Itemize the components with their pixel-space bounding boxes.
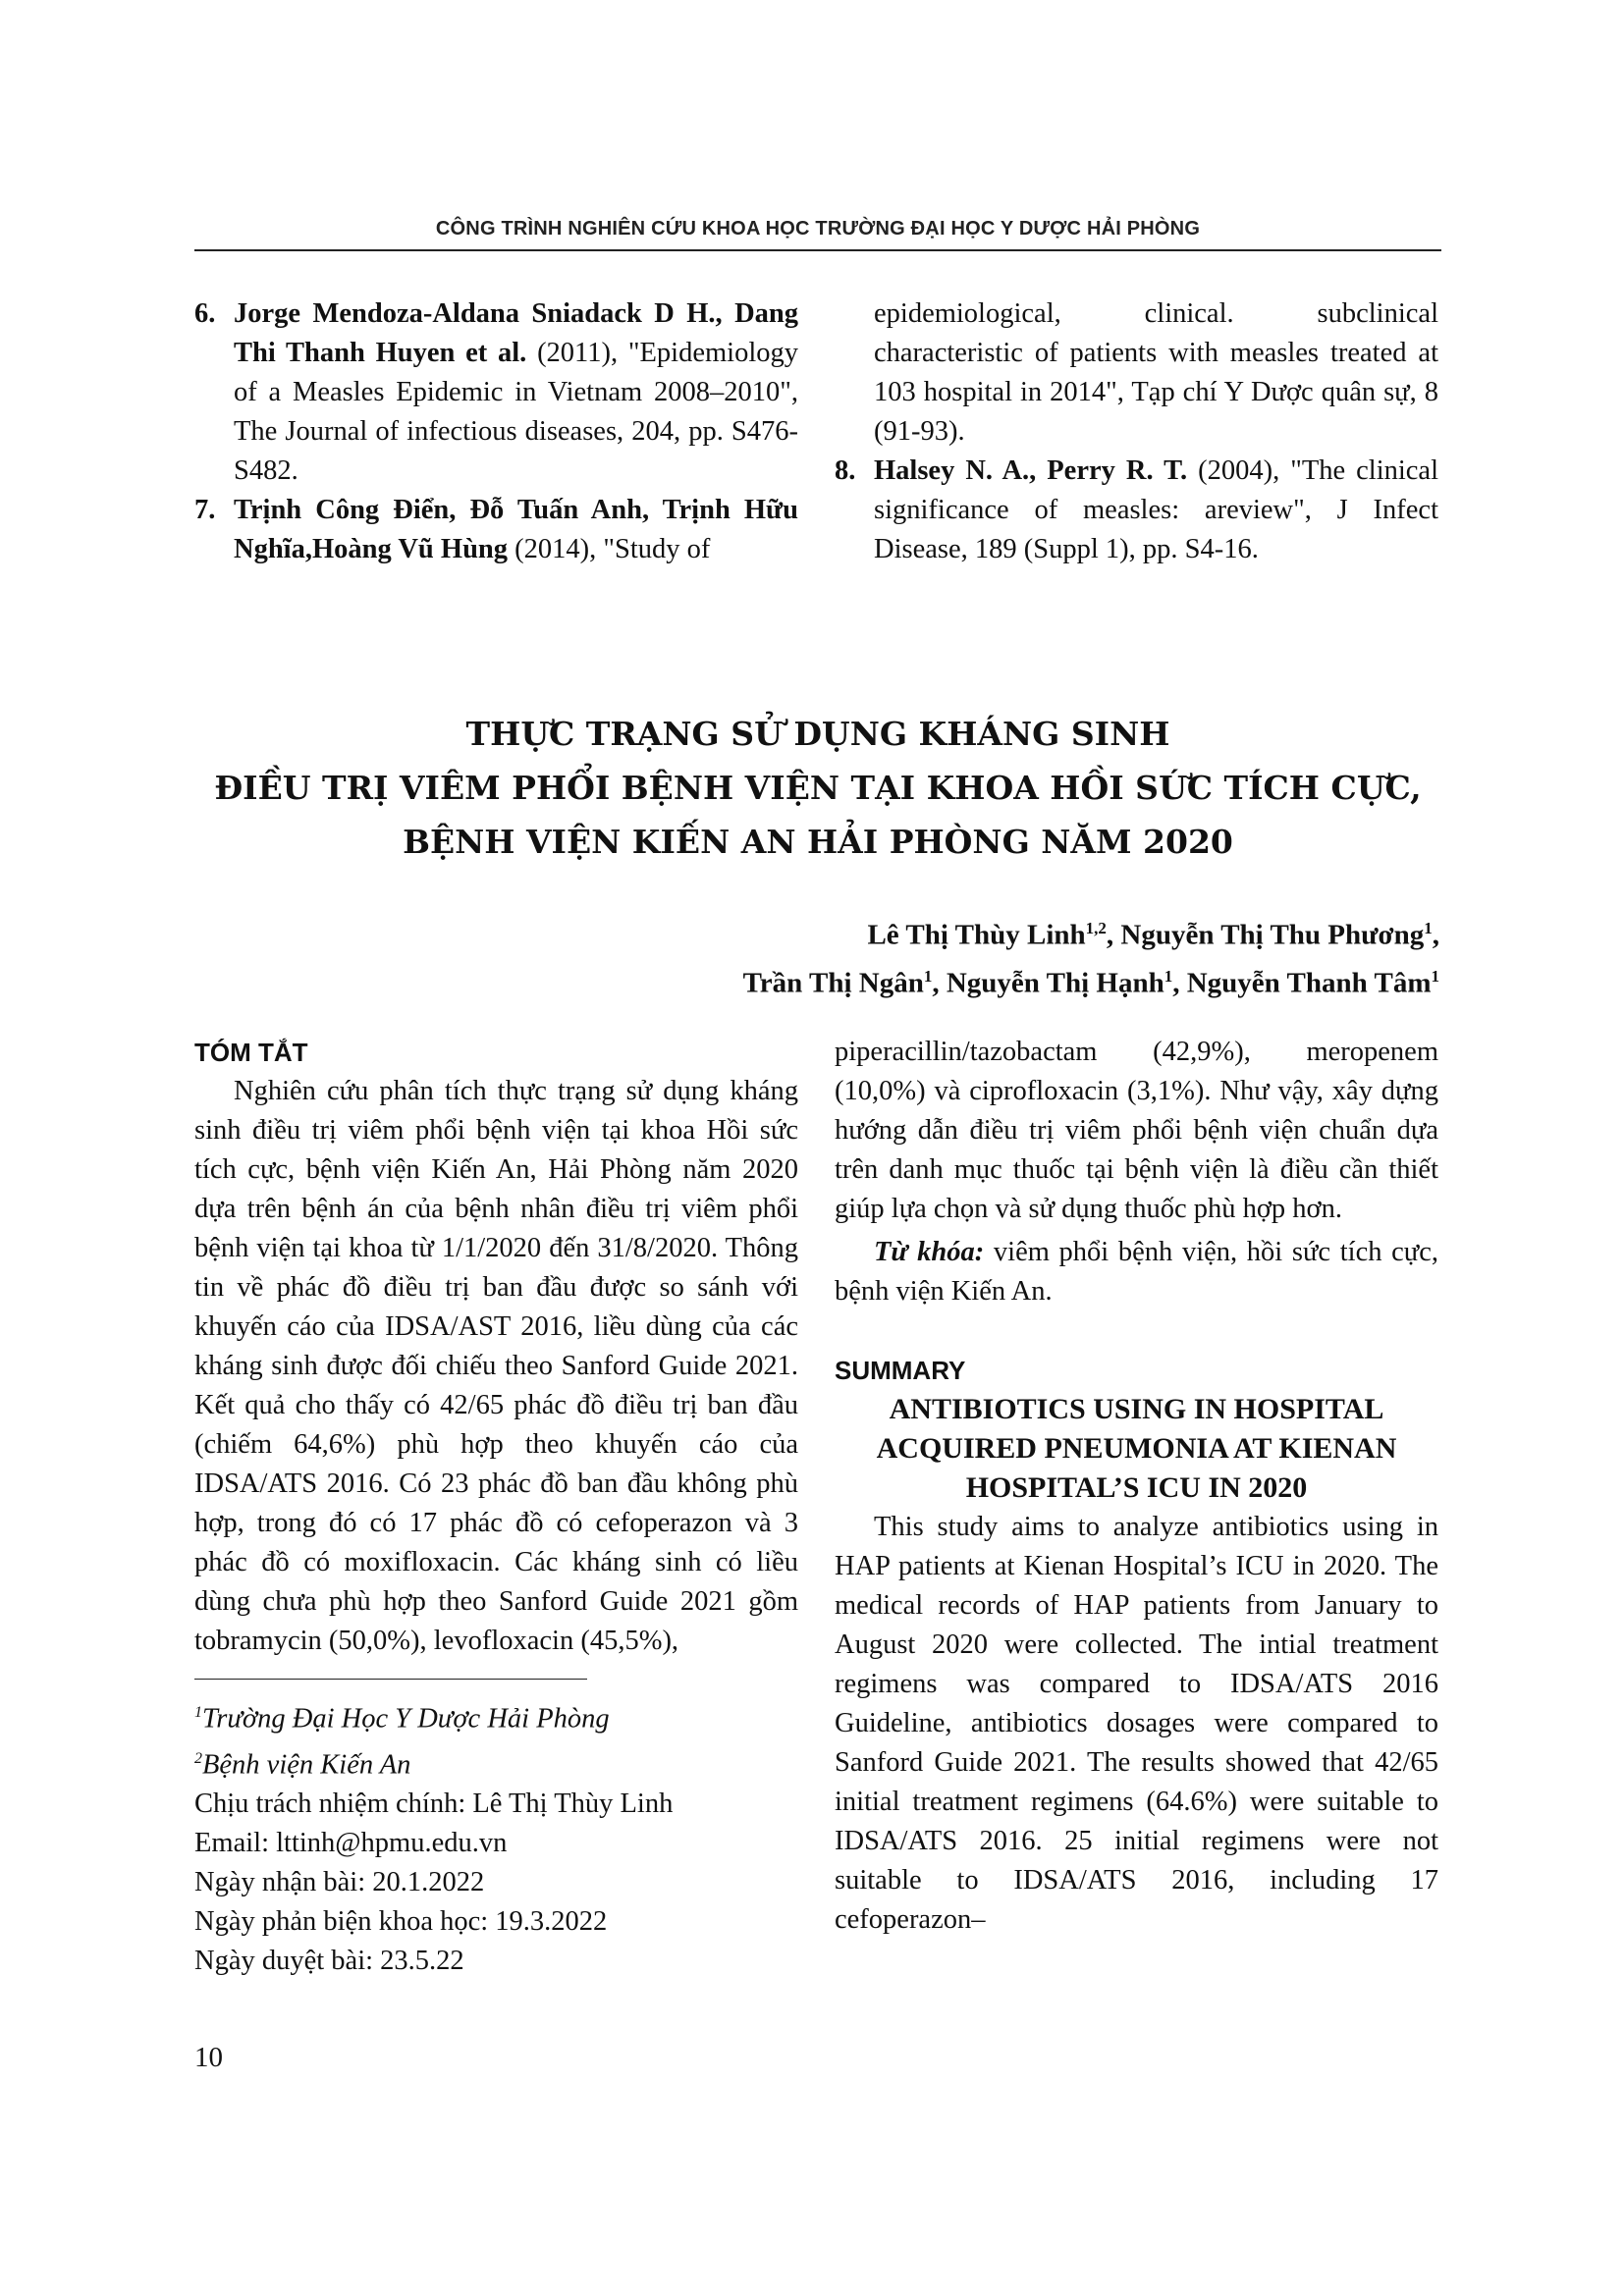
reference-details: (2004), "The clinical significance of measles: areview", J Infect Disease, 189 (Suppl 1), pp. S4-16. [874, 455, 1438, 564]
reference-details: (2011), "Epidemiology of a Measles Epidemic in Vietnam 2008–2010", The Journal of infectious diseases, 204, pp. S476- S482. [234, 338, 798, 486]
abstract-body: Nghiên cứu phân tích thực trạng sử dụng kháng sinh điều trị viêm phổi bệnh viện tại khoa Hồi sức tích cực, bệnh viện Kiến An, Hải Phòng năm 2020 dựa trên bệnh án của bệnh nhân điều trị viêm phổi bệnh viện tại khoa từ 1/1/2020 đến 31/8/2020. Thông tin về phác đồ điều trị ban đầu được so sánh với khuyến cáo của IDSA/AST 2016, liều dùng của các kháng sinh được đối chiếu theo Sanford Guide 2021. Kết quả cho thấy có 42/65 phác đồ điều trị ban đầu (chiếm 64,6%) phù hợp theo khuyến cáo của IDSA/ATS 2016. Có 23 phác đồ ban đầu không phù hợp, trong đó có 17 phác đồ có cefoperazon và 3 phác đồ có moxifloxacin. Các kháng sinh có liều dùng chưa phù hợp theo Sanford Guide 2021 gồm tobramycin (50,0%), levofloxacin (45,5%), [194, 1076, 798, 1656]
affiliation-mark: 2 [194, 1749, 202, 1767]
date-approved: Ngày duyệt bài: 23.5.22 [194, 1946, 464, 1976]
reference-8 [835, 452, 1438, 569]
summary-heading: SUMMARY [835, 1356, 966, 1385]
title-line: BỆNH VIỆN KIẾN AN HẢI PHÒNG NĂM 2020 [403, 823, 1233, 861]
reference-authors: Trịnh Công Điển, Đỗ Tuấn Anh, Trịnh Hữu Nghĩa,Hoàng Vũ Hùng [234, 495, 798, 564]
summary-title: ANTIBIOTICS USING IN HOSPITAL ACQUIRED PNEUMONIA AT KIENAN HOSPITAL’S ICU IN 2020 [876, 1393, 1397, 1504]
affiliation-mark: 1 [1431, 966, 1439, 986]
author-list [743, 908, 1439, 1003]
author-name: Trần Thị Ngân [742, 967, 924, 999]
affiliation-2 [194, 1739, 798, 1786]
abstract-left-column [194, 1033, 798, 1981]
affiliation-1 [194, 1693, 798, 1739]
abstract-body-continued: piperacillin/tazobactam (42,9%), meropenem (10,0%) và ciprofloxacin (3,1%). Như vậy, xây dựng hướng dẫn điều trị viêm phổi bệnh viện chuẩn dựa trên danh mục thuốc tại bệnh viện là điều cần thiết giúp lựa chọn và sử dụng thuốc phù hợp hơn. [835, 1037, 1438, 1224]
author-separator: , [1432, 919, 1439, 951]
reference-7-continued [835, 294, 1438, 452]
article-title [194, 707, 1441, 869]
keywords [835, 1233, 1438, 1311]
author-line [743, 956, 1439, 1004]
reference-number: 8. [835, 455, 856, 486]
affiliation-mark: 1,2 [1085, 919, 1107, 937]
page-number: 10 [194, 2042, 223, 2073]
affiliation-mark: 1 [1424, 919, 1433, 937]
footnotes [194, 1693, 798, 1981]
summary-body: This study aims to analyze antibiotics using in HAP patients at Kienan Hospital’s ICU in 2020. The medical records of HAP patients from January to August 2020 were collected. The intial treatment regimens was compared to IDSA/ATS 2016 Guideline, antibiotics dosages were compared to Sanford Guide 2021. The results showed that 42/65 initial treatment regimens (64.6%) were suitable to IDSA/ATS 2016. 25 initial regimens were not suitable to IDSA/ATS 2016, including 17 cefoperazon– [835, 1512, 1438, 1935]
reference-details: (2014), "Study of [508, 534, 711, 564]
reference-number: 7. [194, 495, 216, 525]
author-name: Lê Thị Thùy Linh [867, 919, 1086, 951]
running-header: CÔNG TRÌNH NGHIÊN CỨU KHOA HỌC TRƯỜNG ĐẠI HỌC Y DƯỢC HẢI PHÒNG [435, 218, 1201, 240]
reference-authors: Halsey N. A., Perry R. T. [874, 455, 1188, 486]
author-name: , Nguyễn Thanh Tâm [1172, 967, 1432, 999]
references-right [835, 294, 1438, 569]
affiliation-mark: 1 [923, 966, 933, 986]
title-line: THỰC TRẠNG SỬ DỤNG KHÁNG SINH [465, 715, 1170, 753]
author-line [743, 908, 1439, 956]
corresponding-author: Chịu trách nhiệm chính: Lê Thị Thùy Linh [194, 1789, 674, 1819]
date-received: Ngày nhận bài: 20.1.2022 [194, 1867, 485, 1897]
reference-7 [194, 491, 798, 569]
author-name: , Nguyễn Thị Thu Phương [1106, 919, 1425, 951]
email: Email: lttinh@hpmu.edu.vn [194, 1828, 508, 1858]
author-name: , Nguyễn Thị Hạnh [932, 967, 1164, 999]
affiliation-mark: 1 [1164, 966, 1173, 986]
header-rule [194, 249, 1441, 251]
reference-number: 6. [194, 298, 216, 329]
reference-details: epidemiological, clinical. subclinical characteristic of patients with measles treated at 103 hospital in 2014", Tạp chí Y Dược quân sự, 8 (91-93). [874, 298, 1438, 447]
keywords-text: viêm phổi bệnh viện, hồi sức tích cực, bệnh viện Kiến An. [835, 1237, 1439, 1307]
reference-6 [194, 294, 798, 491]
date-reviewed: Ngày phản biện khoa học: 19.3.2022 [194, 1906, 608, 1937]
affiliation-text: Bệnh viện Kiến An [202, 1749, 411, 1780]
abstract-right-column [835, 1033, 1438, 1940]
references-left [194, 294, 798, 569]
footnote-rule [194, 1679, 587, 1680]
affiliation-mark: 1 [194, 1704, 202, 1721]
abstract-heading: TÓM TẮT [194, 1038, 308, 1067]
affiliation-text: Trường Đại Học Y Dược Hải Phòng [202, 1703, 610, 1735]
keywords-label: Từ khóa: [874, 1237, 985, 1267]
reference-authors: Jorge Mendoza-Aldana Sniadack D H., Dang Thi Thanh Huyen et al. [234, 298, 798, 368]
title-line: ĐIỀU TRỊ VIÊM PHỔI BỆNH VIỆN TẠI KHOA HỒI SỨC TÍCH CỰC, [214, 769, 1422, 807]
